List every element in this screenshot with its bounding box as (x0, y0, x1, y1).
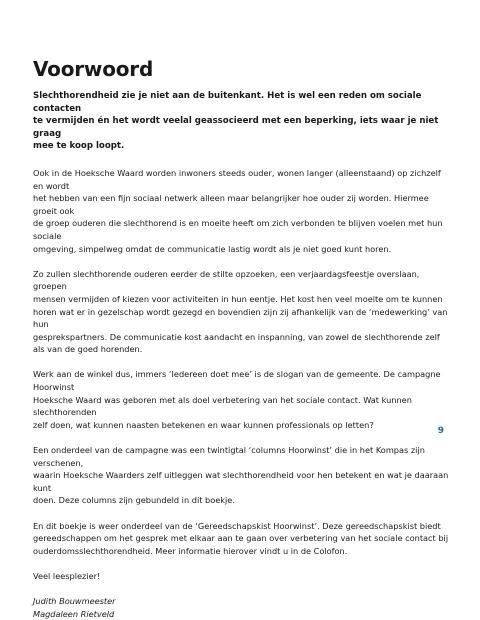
lead-line: mee te koop loopt. (33, 141, 125, 152)
text-line: mensen vermijden of kiezen voor activiteiten in hun eentje. Het kost hen veel moeite om te kunnen (33, 293, 443, 304)
lead-line: Slechthorendheid zie je niet aan de buitenkant. Het is wel een reden om sociale contacten (33, 91, 422, 114)
text-line: Ook in de Hoeksche Waard worden inwoners steeds ouder, wonen langer (alleenstaand) op zichzelf en wordt (33, 167, 441, 191)
text-line: als van de goed horenden. (33, 344, 143, 355)
text-line: ouderdomsslechthorendheid. Meer informatie hierover vindt u in de Colofon. (33, 545, 348, 556)
lead-paragraph (33, 90, 451, 153)
text-line: Werk aan de winkel dus, immers ‘Iedereen doet mee’ is de slogan van de gemeente. De campagne Hoorwinst (33, 369, 441, 393)
signature-name: Magdaleen Rietveld (33, 608, 115, 619)
text-line: gesprekspartners. De communicatie kost aandacht en inspanning, van zowel de slechthorende zelf (33, 331, 440, 342)
text-line: omgeving, simpelweg omdat de communicatie lastig wordt als je niet goed kunt horen. (33, 243, 392, 254)
closing-line: Veel leesplezier! (33, 570, 101, 581)
text-line: Zo zullen slechthorende ouderen eerder de stilte opzoeken, een verjaardagsfeestje overslaan, groepen (33, 268, 420, 292)
signature-block (33, 595, 451, 620)
text-line: gereedschappen om het gesprek met elkaar aan te gaan over verbetering van het sociale contact bij (33, 533, 449, 544)
text-line: Hoeksche Waard was geboren met als doel verbetering van het sociale contact. Wat kunnen slechthorenden (33, 394, 412, 418)
text-line: het hebben van een fijn sociaal netwerk alleen maar belangrijker hoe ouder zij worden. Hiermee groeit ook (33, 193, 429, 216)
text-line: doen. Deze columns zijn gebundeld in dit boekje. (33, 495, 235, 506)
lead-line: te vermijden én het wordt veelal geassocieerd met een beperking, iets waar je niet graag (33, 116, 439, 139)
body-paragraph-1 (33, 167, 451, 255)
text-line: Een onderdeel van de campagne was een twintigtal ‘columns Hoorwinst’ die in het Kompas zijn verschenen, (33, 445, 425, 468)
text-line: de groep ouderen die slechthorend is en moeite heeft om zich verbonden te blijven voelen met hun sociale (33, 218, 443, 241)
signature-name: Judith Bouwmeester (33, 596, 116, 607)
text-line: zelf doen, wat kunnen naasten betekenen en waar kunnen professionals op letten? (33, 419, 374, 430)
text-line: En dit boekje is weer onderdeel van de ‘Gereedschapskist Hoorwinst’. Deze gereedschapskist biedt (33, 520, 441, 531)
page-title: Voorwoord (33, 57, 154, 81)
body-paragraph-2 (33, 268, 451, 356)
text-line: horen wat er in gezelschap wordt gezegd en bovendien zijn zij afhankelijk van de ‘medewerking’ van hun (33, 306, 448, 330)
page-number: 9 (437, 426, 444, 436)
body-paragraph-5 (33, 520, 451, 558)
page-content (33, 57, 451, 620)
body-paragraph-3 (33, 368, 451, 431)
body-paragraph-4 (33, 444, 451, 507)
text-line: waarin Hoeksche Waarders zelf uitleggen wat slechthorendheid voor hen betekent en wat je daaraan kunt (33, 470, 449, 493)
